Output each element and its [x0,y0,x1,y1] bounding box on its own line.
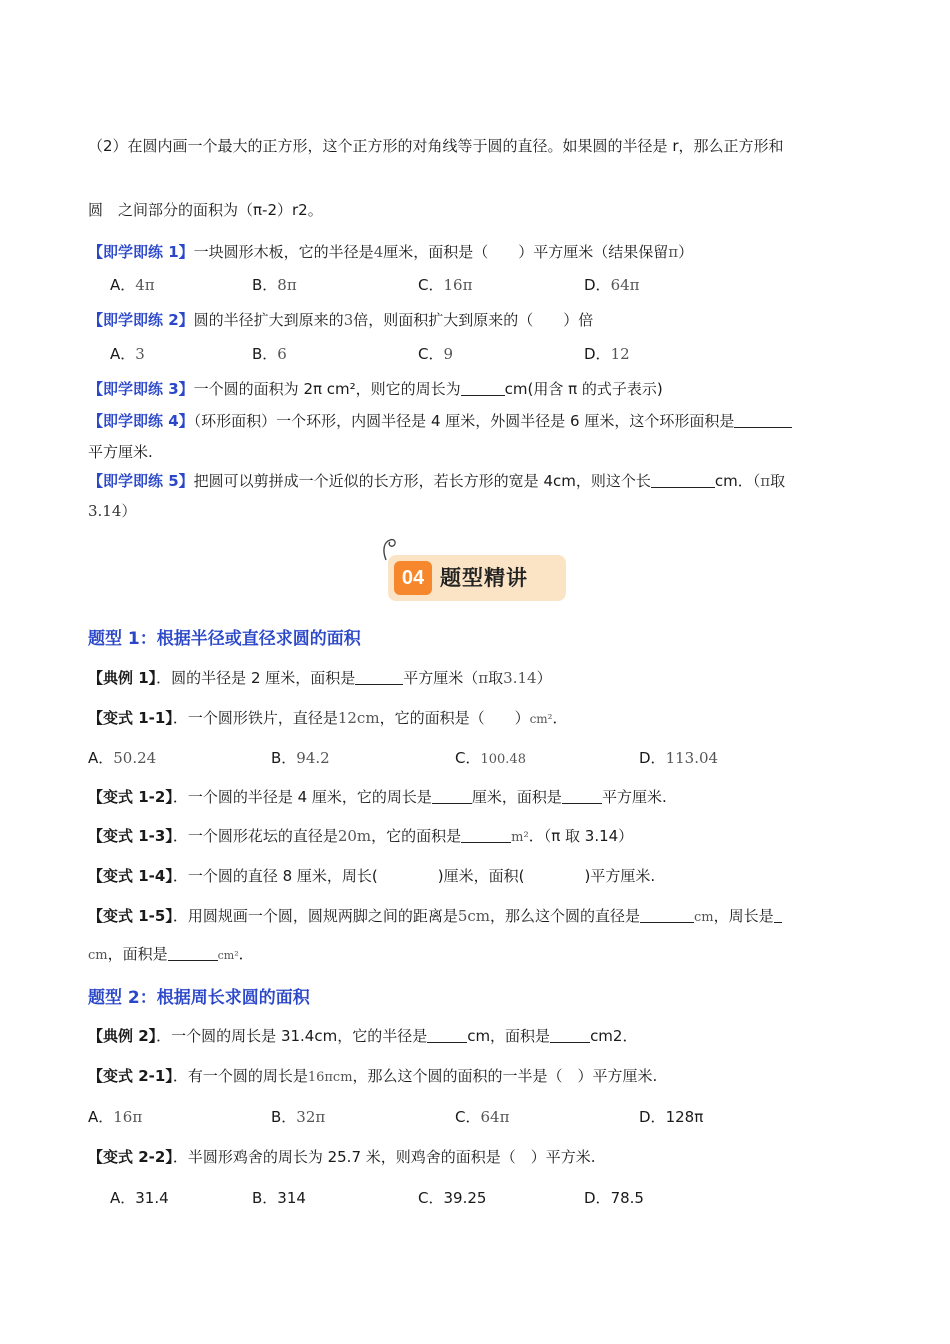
practice-4-tag: 【即学即练 4】 [88,412,194,430]
practice-2-option-a[interactable]: A．3 [110,345,145,363]
section-title: 题型精讲 [440,566,528,590]
variant-1-4-question: 【变式 1-4】．一个圆的直径 8 厘米，周长( )厘米，面积( )平方厘米. [88,867,656,885]
variant-2-1-tag: 【变式 2-1】 [88,1067,173,1085]
variant-2-2-option-a[interactable]: A．31.4 [110,1189,169,1207]
variant-1-1-option-d[interactable]: D．113.04 [639,749,719,767]
practice-2-option-d[interactable]: D．12 [584,345,630,363]
variant-2-2-tag: 【变式 2-2】 [88,1148,173,1166]
practice-2-option-c[interactable]: C．9 [418,345,454,363]
type-2-title: 题型 2：根据周长求圆的面积 [88,988,310,1008]
variant-2-1-option-a[interactable]: A．16π [88,1108,143,1126]
answer-blank[interactable] [168,944,218,961]
practice-5-continuation: 3.14） [88,502,137,520]
example-1-tag: 【典例 1】 [88,669,157,687]
practice-1-option-c[interactable]: C．16π [418,276,473,294]
intro-line-1: （2）在圆内画一个最大的正方形，这个正方形的对角线等于圆的直径。如果圆的半径是 r，那么正方形和 [88,137,784,155]
type-1-title: 题型 1：根据半径或直径求圆的面积 [88,629,361,649]
answer-blank[interactable] [640,906,694,923]
practice-2-question: 【即学即练 2】圆的半径扩大到原来的3倍，则面积扩大到原来的（ ）倍 [88,311,594,329]
practice-5-tag: 【即学即练 5】 [88,472,194,490]
variant-1-3-question: 【变式 1-3】．一个圆形花坛的直径是20m，它的面积是 m²．（π 取 3.14） [88,827,634,845]
variant-1-3-tag: 【变式 1-3】 [88,827,173,845]
variant-2-1-option-d[interactable]: D．128π [639,1108,704,1126]
answer-blank[interactable] [355,668,403,685]
variant-1-2-tag: 【变式 1-2】 [88,788,173,806]
variant-2-1-option-b[interactable]: B．32π [271,1108,326,1126]
practice-3-question: 【即学即练 3】一个圆的面积为 2π cm²，则它的周长为 cm(用含 π 的式子表示) [88,380,663,398]
variant-1-1-option-b[interactable]: B．94.2 [271,749,330,767]
example-1-question: 【典例 1】．圆的半径是 2 厘米，面积是 平方厘米（π取3.14） [88,669,552,687]
practice-1-option-b[interactable]: B．8π [252,276,297,294]
example-2-question: 【典例 2】．一个圆的周长是 31.4cm，它的半径是 cm，面积是 cm2． [88,1027,638,1045]
practice-1-tag: 【即学即练 1】 [88,243,194,261]
intro-line-2: 圆 之间部分的面积为（π-2）r2。 [88,201,323,219]
variant-1-1-tag: 【变式 1-1】 [88,709,173,727]
practice-2-tag: 【即学即练 2】 [88,311,194,329]
practice-1-option-d[interactable]: D．64π [584,276,640,294]
answer-blank[interactable] [562,787,602,804]
answer-blank[interactable] [774,906,782,923]
practice-4-question: 【即学即练 4】（环形面积）一个环形，内圆半径是 4 厘米，外圆半径是 6 厘米，这个环形面积是 [88,410,792,432]
variant-1-4-tag: 【变式 1-4】 [88,867,173,885]
practice-3-tag: 【即学即练 3】 [88,380,194,398]
answer-blank[interactable] [432,787,472,804]
section-number: 04 [394,561,432,595]
answer-blank[interactable] [550,1026,590,1043]
variant-1-1-question: 【变式 1-1】．一个圆形铁片，直径是12cm，它的面积是（ ）cm²． [88,709,568,727]
variant-2-2-option-b[interactable]: B．314 [252,1189,306,1207]
practice-1-question: 【即学即练 1】一块圆形木板，它的半径是4厘米，面积是（ ）平方厘米（结果保留π） [88,243,694,261]
variant-1-1-option-a[interactable]: A．50.24 [88,749,157,767]
variant-2-2-question: 【变式 2-2】．半圆形鸡舍的周长为 25.7 米，则鸡舍的面积是（ ）平方米. [88,1148,596,1166]
practice-2-option-b[interactable]: B．6 [252,345,287,363]
variant-1-2-question: 【变式 1-2】．一个圆的半径是 4 厘米，它的周长是 厘米，面积是 平方厘米. [88,788,667,806]
answer-blank[interactable] [734,411,792,428]
answer-blank[interactable] [461,379,505,396]
variant-2-1-option-c[interactable]: C．64π [455,1108,510,1126]
answer-blank[interactable] [461,826,511,843]
variant-2-2-option-c[interactable]: C．39.25 [418,1189,487,1207]
answer-blank[interactable] [651,471,715,488]
example-2-tag: 【典例 2】 [88,1027,157,1045]
practice-5-question: 【即学即练 5】把圆可以剪拼成一个近似的长方形，若长方形的宽是 4cm，则这个长 cm．（π取 [88,472,786,490]
variant-1-5-continuation: cm，面积是 cm²． [88,945,254,963]
practice-4-continuation: 平方厘米. [88,443,153,461]
answer-blank[interactable] [427,1026,467,1043]
variant-1-5-tag: 【变式 1-5】 [88,907,173,925]
variant-1-1-option-c[interactable]: C．100.48 [455,749,526,767]
variant-2-2-option-d[interactable]: D．78.5 [584,1189,644,1207]
practice-1-option-a[interactable]: A．4π [110,276,155,294]
variant-1-5-question: 【变式 1-5】．用圆规画一个圆，圆规两脚之间的距离是5cm，那么这个圆的直径是 cm，周长是 [88,905,782,929]
section-banner [388,555,566,601]
variant-2-1-question: 【变式 2-1】．有一个圆的周长是16πcm，那么这个圆的面积的一半是（ ）平方厘米. [88,1067,658,1085]
